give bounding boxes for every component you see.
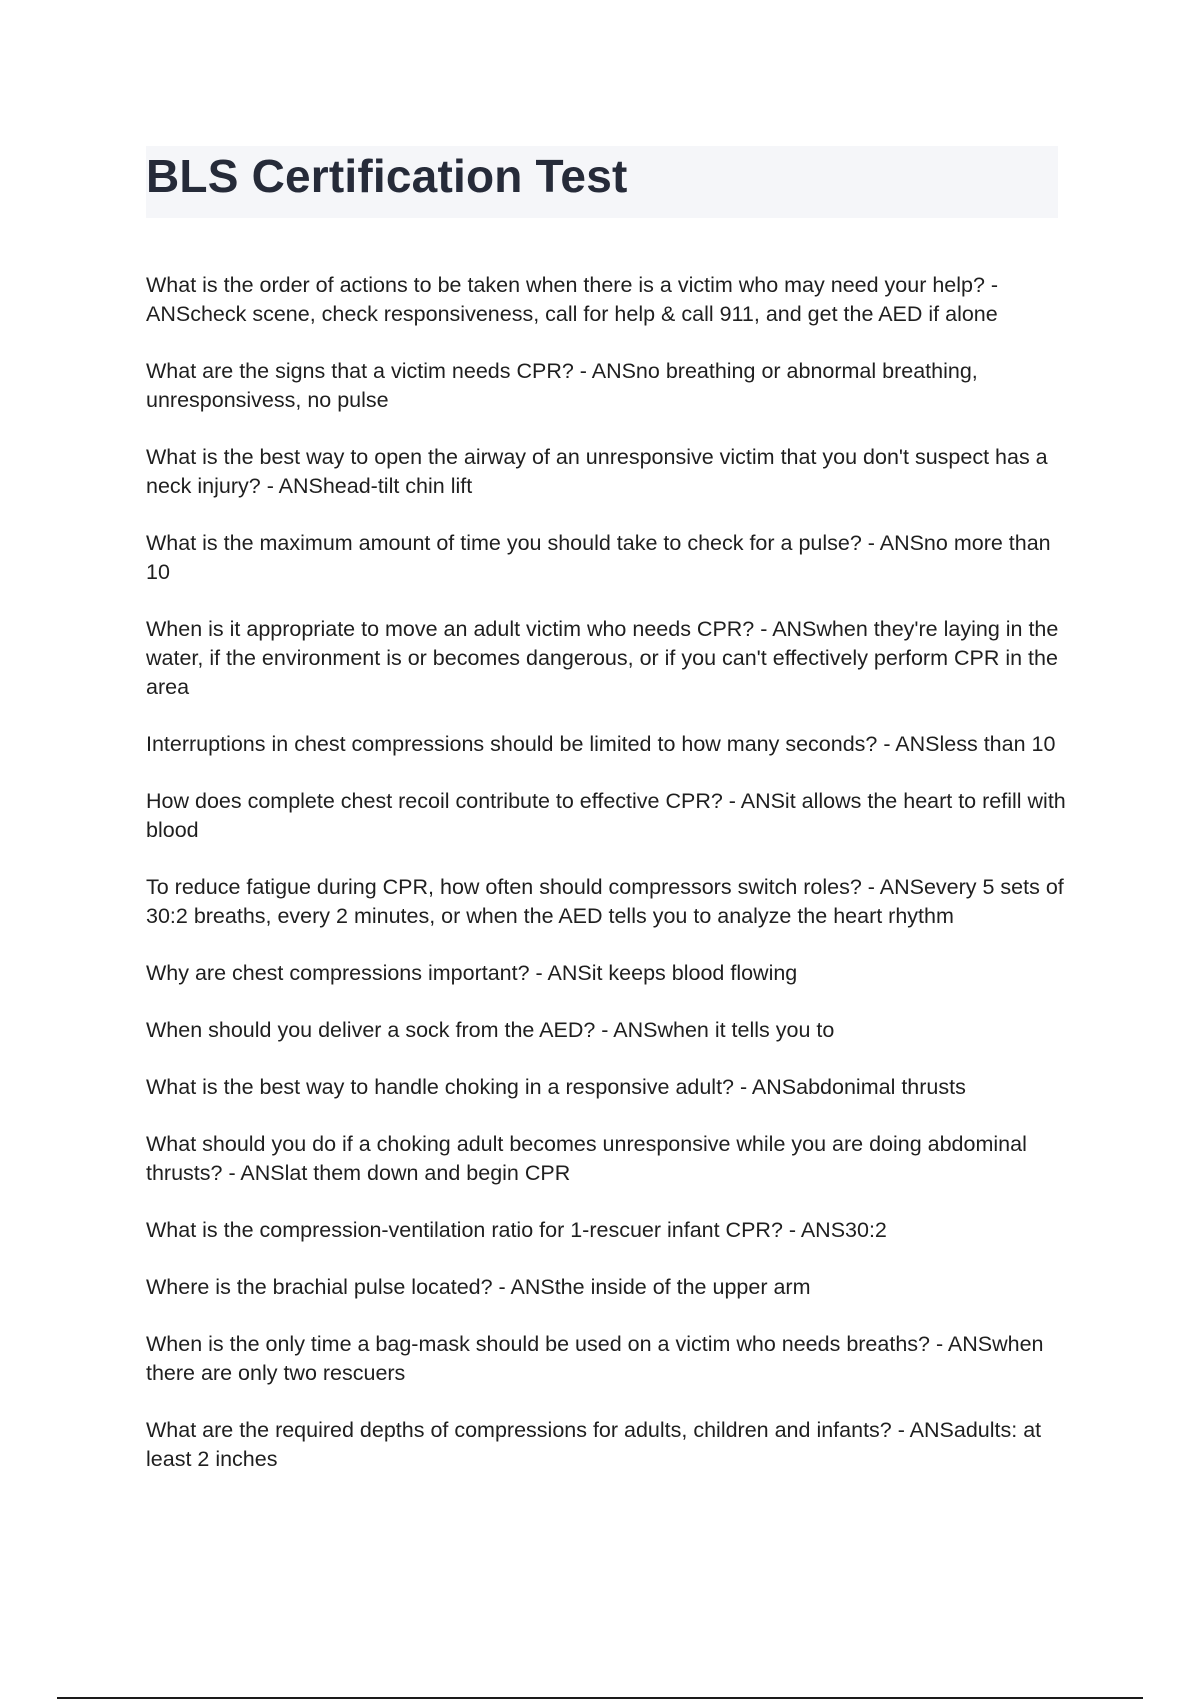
qa-item: What are the required depths of compressions for adults, children and infants? - ANSadults: at least 2 inches (146, 1418, 1042, 1471)
qa-item: When is it appropriate to move an adult victim who needs CPR? - ANSwhen they're laying in the water, if the environment is or becomes dangerous, or if you can't effectively perform CPR in the area (146, 617, 1059, 699)
qa-list (146, 271, 1066, 1502)
qa-item: Why are chest compressions important? - ANSit keeps blood flowing (146, 961, 798, 985)
qa-item: When is the only time a bag-mask should be used on a victim who needs breaths? - ANSwhen there are only two rescuers (146, 1332, 1044, 1385)
footer-divider (57, 1697, 1143, 1699)
qa-item: What should you do if a choking adult becomes unresponsive while you are doing abdominal thrusts? - ANSlat them down and begin CPR (146, 1132, 1027, 1185)
qa-item: What are the signs that a victim needs CPR? - ANSno breathing or abnormal breathing, unresponsivess, no pulse (146, 359, 978, 412)
title-banner (146, 146, 1058, 218)
qa-item: When should you deliver a sock from the AED? - ANSwhen it tells you to (146, 1018, 835, 1042)
qa-item: Where is the brachial pulse located? - ANSthe inside of the upper arm (146, 1275, 811, 1299)
qa-item: Interruptions in chest compressions should be limited to how many seconds? - ANSless than 10 (146, 732, 1056, 756)
qa-item: What is the best way to open the airway of an unresponsive victim that you don't suspect has a neck injury? - ANShead-tilt chin lift (146, 445, 1048, 498)
page-title: BLS Certification Test (146, 150, 628, 202)
qa-item: What is the order of actions to be taken when there is a victim who may need your help? - ANScheck scene, check responsiveness, call for help & call 911, and get the AED if alone (146, 273, 999, 326)
qa-item: What is the maximum amount of time you should take to check for a pulse? - ANSno more than 10 (146, 531, 1051, 584)
qa-item: How does complete chest recoil contribute to effective CPR? - ANSit allows the heart to refill with blood (146, 789, 1066, 842)
qa-item: What is the best way to handle choking in a responsive adult? - ANSabdonimal thrusts (146, 1075, 966, 1099)
qa-item: What is the compression-ventilation ratio for 1-rescuer infant CPR? - ANS30:2 (146, 1218, 887, 1242)
qa-item: To reduce fatigue during CPR, how often should compressors switch roles? - ANSevery 5 sets of 30:2 breaths, every 2 minutes, or when the AED tells you to analyze the heart rhythm (146, 875, 1064, 928)
